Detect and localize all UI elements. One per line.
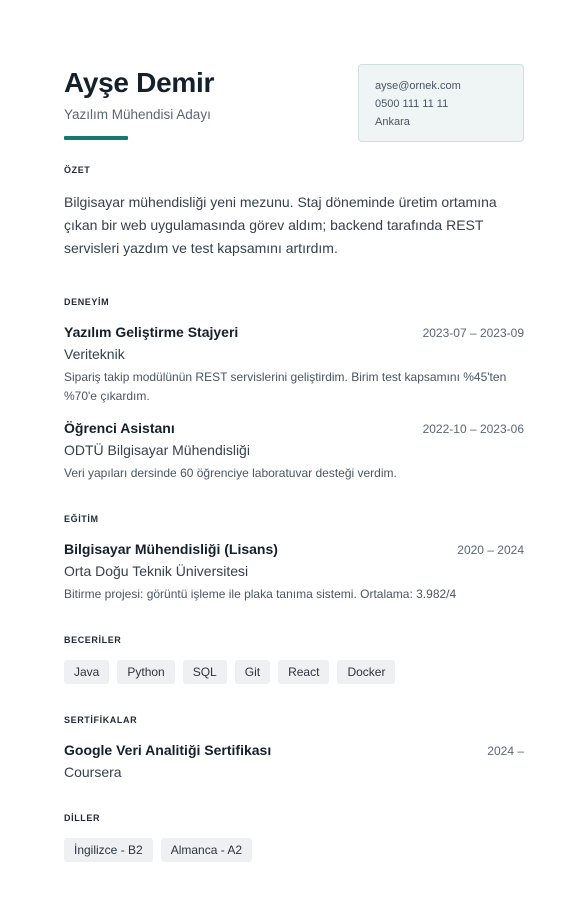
skill-chip: SQL [183,660,227,684]
contact-box [358,64,524,142]
experience-company: ODTÜ Bilgisayar Mühendisliği [64,442,250,458]
experience-heading: DENEYİM [64,297,110,307]
resume-header [64,64,524,164]
skill-chip: Java [64,660,109,684]
skill-chip: Python [117,660,174,684]
language-chip: Almanca - A2 [161,838,252,862]
language-chip: İngilizce - B2 [64,838,153,862]
skills-section [64,634,524,684]
education-school: Orta Doğu Teknik Üniversitesi [64,563,249,579]
education-section [64,513,524,604]
certification-issuer: Coursera [64,764,122,780]
certification-item [64,742,524,782]
experience-description: Veri yapıları dersinde 60 öğrenciye laboratuvar desteği verdim. [64,466,397,480]
certifications-section [64,714,524,782]
skill-chip: React [278,660,329,684]
summary-text: Bilgisayar mühendisliği yeni mezunu. Staj döneminde üretim ortamına çıkan bir web uygulamasında görev aldım; backend tarafında REST servisleri yazdım ve test kapsamını artırdım. [64,194,497,256]
languages-heading: DİLLER [64,813,101,823]
experience-item [64,324,524,406]
languages-list [64,838,524,862]
contact-email[interactable]: ayse@ornek.com [375,80,461,92]
candidate-name: Ayşe Demir [64,67,215,98]
summary-heading: ÖZET [64,165,91,175]
skills-heading: BECERİLER [64,635,122,645]
experience-company: Veriteknik [64,346,125,362]
experience-section [64,296,524,483]
experience-item [64,420,524,483]
summary-section [64,164,524,260]
skill-chip: Docker [337,660,395,684]
experience-title: Yazılım Geliştirme Stajyeri [64,324,239,340]
skills-list [64,660,524,684]
candidate-role: Yazılım Mühendisi Adayı [64,107,211,122]
education-date: 2020 – 2024 [457,543,524,557]
contact-city: Ankara [375,116,410,128]
education-item [64,541,524,604]
education-description: Bitirme projesi: görüntü işleme ile plaka tanıma sistemi. Ortalama: 3.982/4 [64,587,457,601]
experience-description: Sipariş takip modülünün REST servislerini geliştirdim. Birim test kapsamını %45'ten %70'e çıkardım. [64,370,507,403]
education-heading: EĞİTİM [64,514,99,524]
certifications-heading: SERTİFİKALAR [64,715,138,725]
education-degree: Bilgisayar Mühendisliği (Lisans) [64,541,278,557]
languages-section [64,812,524,862]
skill-chip: Git [235,660,270,684]
certification-title: Google Veri Analitiği Sertifikası [64,742,272,758]
certification-date: 2024 – [487,744,524,758]
contact-phone: 0500 111 11 11 [375,98,449,110]
accent-divider [64,136,128,140]
experience-title: Öğrenci Asistanı [64,420,175,436]
experience-date: 2022-10 – 2023-06 [422,422,524,436]
experience-date: 2023-07 – 2023-09 [422,326,524,340]
